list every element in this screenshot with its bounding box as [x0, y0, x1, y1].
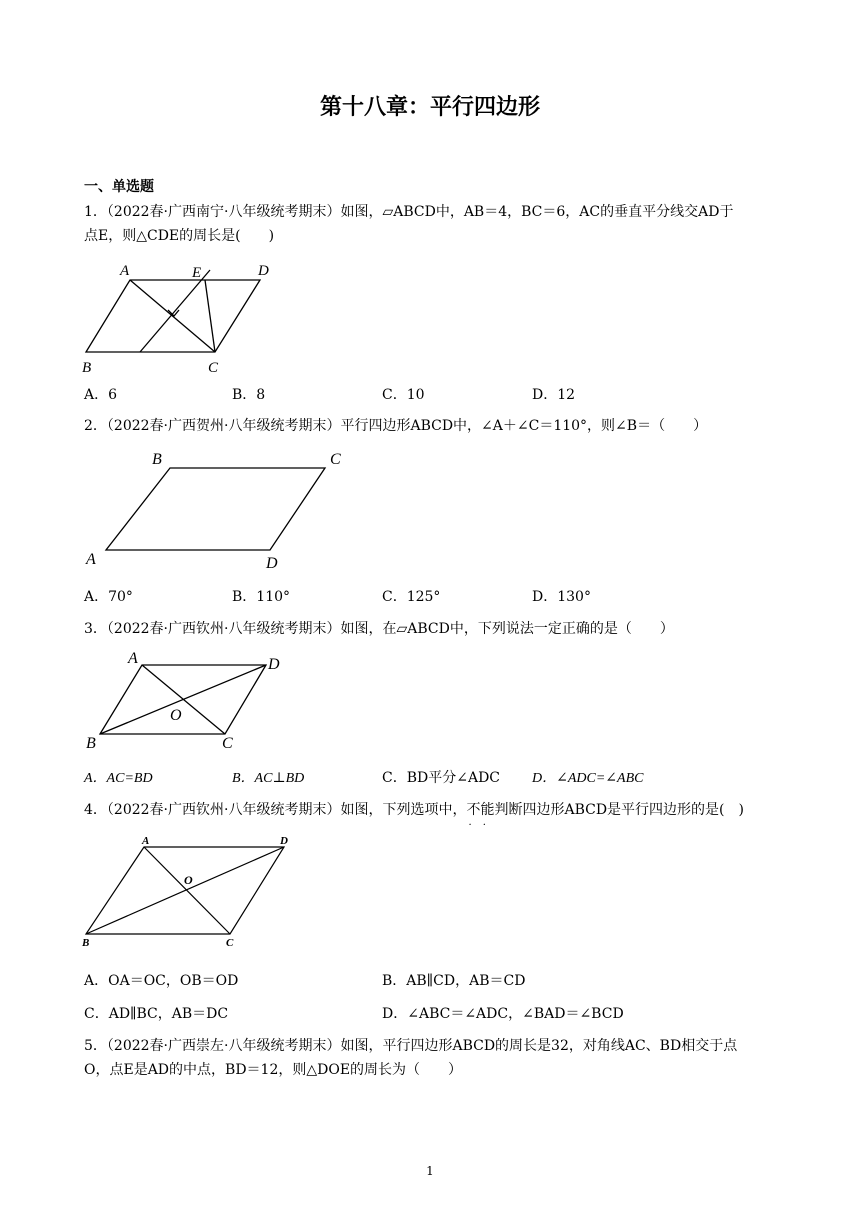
question-number: 5． — [84, 1038, 107, 1054]
figure-q3 — [80, 648, 300, 753]
option-a: A．OA＝OC，OB＝OD — [84, 973, 239, 989]
question-text: 如图，▱ABCD中，AB＝4，BC＝6，AC的垂直平分线交AD于 — [340, 204, 734, 220]
option-d: D．∠ABC＝∠ADC，∠BAD＝∠BCD — [382, 1006, 624, 1022]
question-3 — [84, 617, 784, 641]
option-a: A．70° — [84, 589, 133, 605]
question-source: （2022春·广西钦州·八年级统考期末） — [106, 802, 341, 818]
label-B: B — [82, 937, 90, 949]
option-d: D．∠ADC=∠ABC — [532, 771, 644, 786]
question-1 — [84, 200, 784, 248]
label-C: C — [208, 360, 219, 376]
question-text: 如图，平行四边形ABCD的周长是32，对角线AC、BD相交于点 — [340, 1038, 738, 1054]
option-c: C．125° — [382, 589, 441, 605]
question-number: 4． — [84, 802, 107, 818]
emphasis-text: 不能 · · — [466, 802, 494, 818]
option-b: B．AC⊥BD — [232, 771, 305, 786]
question-text: 如图，下列选项中， — [340, 802, 467, 818]
label-C: C — [226, 937, 234, 949]
figure-q4 — [80, 830, 300, 955]
option-d: D．130° — [532, 589, 591, 605]
question-5 — [84, 1034, 784, 1082]
option-b: B．8 — [232, 387, 266, 403]
label-B: B — [82, 360, 92, 376]
page-title: 第十八章：平行四边形 — [319, 95, 540, 120]
label-B: B — [152, 451, 162, 468]
label-O: O — [170, 707, 182, 724]
label-D: D — [268, 656, 280, 673]
label-A: A — [86, 551, 96, 568]
label-A: A — [128, 650, 138, 667]
question-text: 如图，在▱ABCD中，下列说法一定正确的是（ ） — [340, 621, 674, 637]
question-number: 3． — [84, 621, 107, 637]
question-source: （2022春·广西崇左·八年级统考期末） — [106, 1038, 341, 1054]
label-A: A — [142, 835, 150, 847]
label-O: O — [184, 873, 193, 887]
option-a: A．6 — [84, 387, 118, 403]
label-E: E — [192, 265, 202, 281]
option-c: C．10 — [382, 387, 425, 403]
section-heading: 一、单选题 — [84, 179, 154, 195]
figure-q1 — [80, 262, 280, 377]
option-c: C．BD平分∠ADC — [382, 770, 501, 786]
option-a: A．AC=BD — [84, 771, 153, 786]
option-b: B．AB∥CD，AB＝CD — [382, 973, 526, 989]
question-text-rest: 判断四边形ABCD是平行四边形的是( ) — [494, 802, 744, 818]
question-source: （2022春·广西贺州·八年级统考期末） — [106, 418, 341, 434]
question-text-line2: 点E，则△CDE的周长是( ) — [84, 228, 275, 244]
label-C: C — [330, 451, 341, 468]
option-b: B．110° — [232, 589, 291, 605]
question-number: 1． — [84, 204, 107, 220]
label-D: D — [258, 263, 269, 279]
page-number: 1 — [426, 1164, 434, 1178]
question-number: 2． — [84, 418, 107, 434]
label-B: B — [86, 735, 96, 752]
label-C: C — [222, 735, 233, 752]
option-c: C．AD∥BC，AB＝DC — [84, 1006, 229, 1022]
label-A: A — [120, 263, 130, 279]
option-d: D．12 — [532, 387, 576, 403]
question-source: （2022春·广西钦州·八年级统考期末） — [106, 621, 341, 637]
question-text: 平行四边形ABCD中，∠A＋∠C＝110°，则∠B＝（ ） — [340, 418, 708, 434]
question-source: （2022春·广西南宁·八年级统考期末） — [106, 204, 341, 220]
figure-q2 — [80, 446, 360, 576]
label-D: D — [266, 555, 278, 572]
question-2 — [84, 414, 784, 438]
question-text-line2: O，点E是AD的中点，BD＝12，则△DOE的周长为（ ） — [84, 1062, 463, 1078]
label-D: D — [280, 835, 288, 847]
question-4 — [84, 798, 804, 822]
